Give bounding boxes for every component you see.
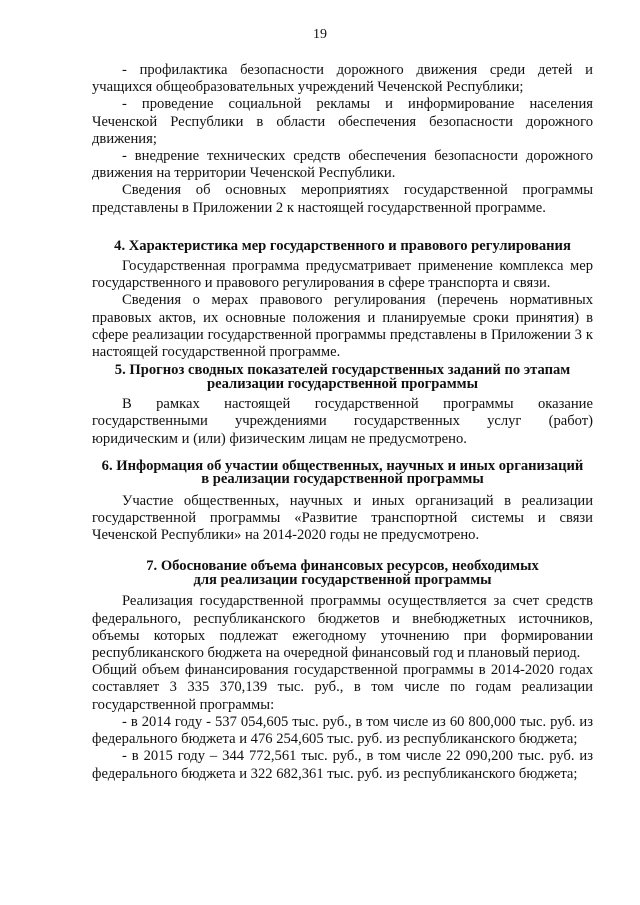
paragraph-funding-2014: - в 2014 году - 537 054,605 тыс. руб., в том числе из 60 800,000 тыс. руб. из федерального бюджета и 476 254,605 тыс. руб. из республиканского бюджета; [92,713,593,748]
paragraph-funding-2015: - в 2015 году – 344 772,561 тыс. руб., в том числе 22 090,200 тыс. руб. из федерального бюджета и 322 682,361 тыс. руб. из республиканского бюджета; [92,748,593,782]
paragraph-total-funding: Общий объем финансирования государственной программы в 2014-2020 годах составляет 3 335 370,139 тыс. руб., в том числе по годам реализации государственной программы: [92,662,593,713]
paragraph-technical-means: - внедрение технических средств обеспечения безопасности дорожного движения на территории Чеченской Республики. [92,148,593,182]
paragraph-state-tasks [92,396,593,448]
paragraph-appendix-2: Сведения об основных мероприятиях государственной программы представлены в Приложении 2 к настоящей государственной программе. [92,182,593,216]
paragraph-regulation-measures: Государственная программа предусматривает применение комплекса мер государственного и правового регулирования в сфере транспорта и связи. [92,258,593,292]
page-number: 19 [313,27,327,42]
section-heading-7-line-1: 7. Обоснование объема финансовых ресурсов, необходимых [146,558,539,575]
paragraph-state-tasks-line-2: государственными учреждениями государственных услуг (работ) [92,413,593,430]
paragraph-state-tasks-line-3: юридическим и (или) физическим лицам не предусмотрено. [92,430,467,447]
paragraph-state-tasks-line-1: В рамках настоящей государственной программы оказание [122,396,593,413]
section-heading-4: 4. Характеристика мер государственного и правового регулирования [114,237,571,254]
paragraph-appendix-3: Сведения о мерах правового регулирования (перечень нормативных правовых актов, их основные положения и планируемые сроки принятия) в сфере реализации государственной программы представлены в Приложении 3 к настоящей государственной программе. [92,292,593,361]
section-heading-6-line-2: в реализации государственной программы [201,471,484,488]
document-body [92,62,593,783]
paragraph-social-advertising: - проведение социальной рекламы и информирование населения Чеченской Республики в области обеспечения безопасности дорожного движения; [92,96,593,147]
section-heading-5-line-2: реализации государственной программы [207,375,478,392]
section-heading-5 [92,364,593,391]
paragraph-organizations-participation: Участие общественных, научных и иных организаций в реализации государственной программы «Развитие транспортной системы и связи Чеченской Республики» на 2014-2020 годы не предусмотрено. [92,492,593,544]
section-heading-7 [92,560,593,587]
section-heading-6 [92,457,593,488]
section-heading-5-line-1: 5. Прогноз сводных показателей государственных заданий по этапам [114,362,571,379]
paragraph-road-safety-children: - профилактика безопасности дорожного движения среди детей и учащихся общеобразовательных учреждений Чеченской Республики; [92,62,593,96]
section-heading-6-line-1: 6. Информация об участии общественных, научных и иных организаций [101,457,584,474]
paragraph-funding-sources: Реализация государственной программы осуществляется за счет средств федерального, республиканского бюджетов и внебюджетных источников, объемы которых подлежат ежегодному уточнению при формировании республиканского бюджета на очередной финансовый год и плановый период. [92,593,593,662]
section-heading-7-line-2: для реализации государственной программы [193,571,492,588]
